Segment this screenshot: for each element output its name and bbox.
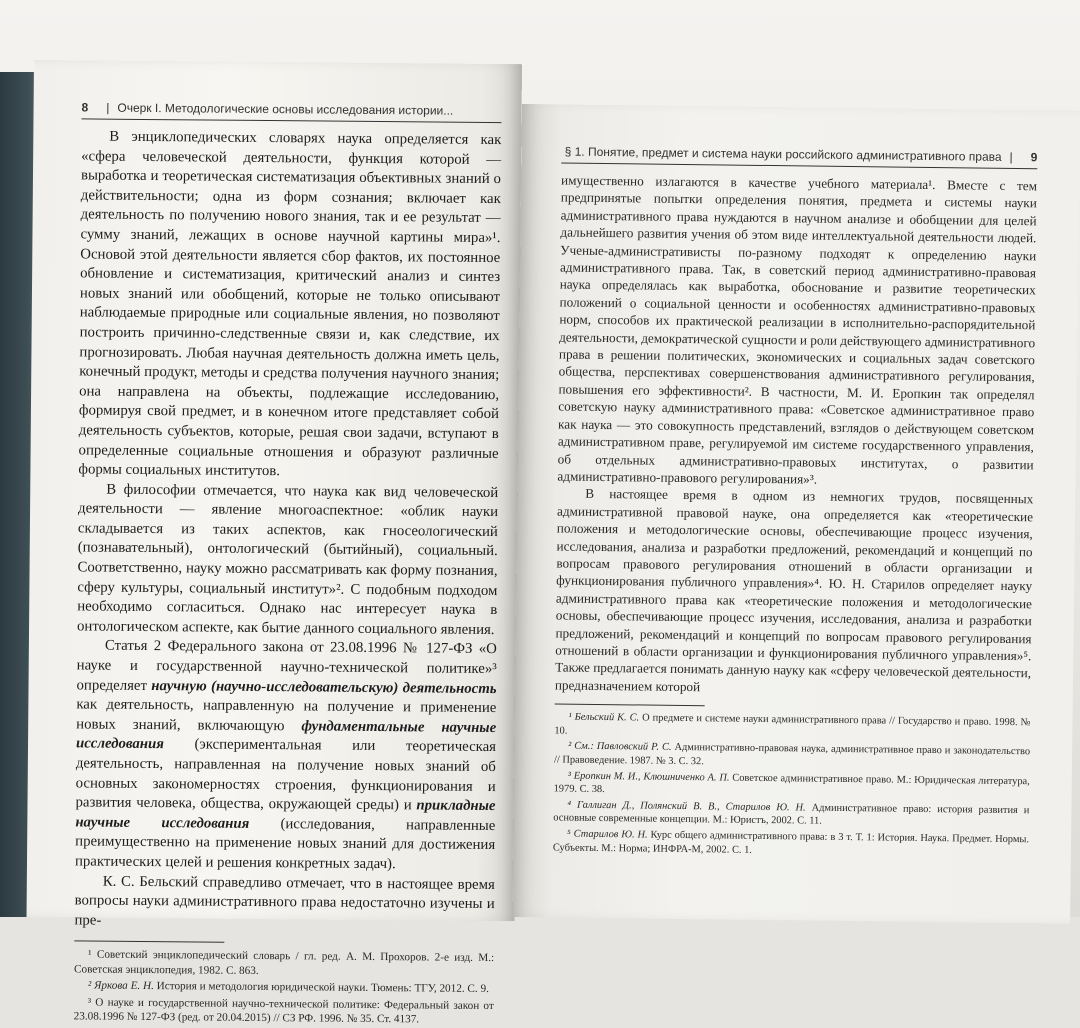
left-header-separator: |: [106, 100, 110, 115]
footnote: [554, 769, 1030, 802]
text-run: имущественно излагаются в качестве учебного материала¹. Вместе с тем предпринятые попытки определения понятия, предмета и системы науки административного права нуждаются в научном анализе и обобщении для целей дальнейшего развития учения об этом виде интеллектуальной деятельности людей. Ученые-административисты по-разному подходят к определению науки административного права. Так, в советский период административно-правовая наука определялась как выработка, обоснование и развитие теоретических положений о социальной ценности и особенностях административно-правовых норм, способов их практической реализации в исполнительно-распорядительной деятельности, демократической сущности и роли действующего административного права в решении политических, экономических и социальных задач советского общества, перспективах совершенствования административного регулирования, повышения его эффективности². В частности, М. И. Еропкин так определял советскую науку административного права: «Советское административное право как наука — это совокупность представлений, взглядов о действующем советском административном праве, регулируемой им системе государственного управления, об отдельных административно-правовых институтах, о развитии административно-правового регулирования»³.: [557, 172, 1038, 487]
paragraph: [77, 480, 498, 640]
footnote-text: Административно-правовая наука, административное право и законодательство // Правоведение. 1987. № 3. С. 32.: [553, 742, 1031, 768]
footnote: [554, 740, 1030, 773]
footnote: [553, 827, 1029, 860]
footnote: [553, 798, 1029, 831]
text-run: В философии отмечается, что наука как вид человеческой деятельности — явление многоаспектное: «облик науки складывается из таких аспектов, как гносеологический (познавательный), онтологический (бытийный), социальный. Соответственно, науку можно рассматривать как форму познания, сферу культуры, социальный институт»². С подобным подходом необходимо согласиться. Однако нас интересует наука в онтологическом аспекте, как бытие данного социального явления.: [76, 481, 499, 638]
text-run: как деятельность, направленную на получение и применение новых знаний, включающую: [76, 696, 497, 735]
left-body-text: [74, 127, 501, 934]
footnote: [554, 711, 1030, 744]
left-running-header: [81, 100, 501, 123]
footnote-author: ¹ Бельский К. С.: [568, 711, 640, 724]
text-run: В настоящее время в одном из немногих трудов, посвященных административной правовой науке, она определяется как «теоретические положения и методологические основы, обеспечивающие процесс изучения, исследования, анализа и разработки предложений, рекомендаций и концепций по вопросам правового регулирования отношений в области организации и функционирования публичного управления»⁴. Ю. Н. Старилов определяет науку административного права как «теоретические положения и методологические основы, обеспечивающие процесс изучения, исследования, анализа и разработки предложений, рекомендаций и концепций по вопросам правового регулирования отношений в области организации и функционирования публичного управления»⁵. Также предлагается понимать данную науку как «сферу человеческой деятельности, предназначением которой: [554, 486, 1034, 695]
footnote-text: История и методология юридической науки. Тюмень: ТГУ, 2012. С. 9.: [153, 980, 489, 996]
right-page: [512, 104, 1080, 924]
emphasized-term: фундаментальные научные исследования: [75, 718, 497, 753]
right-running-header: [561, 144, 1037, 169]
footnote-author: ⁵ Старилов Ю. Н.: [567, 828, 648, 841]
left-page-number: 8: [81, 100, 89, 115]
footnote-text: ³ О науке и государственной научно-технической политике: Федеральный закон от 23.08.1996 № 127-ФЗ (ред. от 20.04.2015) // СЗ РФ. 1996. № 35. Ст. 4137.: [73, 996, 494, 1026]
paragraph: [78, 127, 501, 483]
footnote-author: ² См.: Павловский Р. С.: [568, 740, 672, 754]
paragraph: [74, 872, 494, 934]
emphasized-term: прикладные научные исследования: [75, 797, 496, 832]
right-footnote-rule: [555, 704, 705, 707]
footnote-text: Курс общего административного права: в 3 т. Т. 1: История. Наука. Предмет. Нормы. Субъекты. М.: Норма; ИНФРА-М, 2002. С. 1.: [552, 829, 1030, 856]
text-run: Статья 2 Федерального закона от 23.08.1996 № 127-ФЗ «О науке и государственной научно-технической политике»³ определяет: [76, 638, 497, 694]
left-footnotes: [74, 948, 495, 1028]
paragraph: [557, 171, 1037, 490]
right-header-title: § 1. Понятие, предмет и система науки российского административного права: [564, 144, 1002, 164]
text-run: (экспериментальная или теоретическая деятельность, направленная на получение новых знаний об основных закономерностях строения, функционирования и развития человека, общества, окружающей среды) и: [75, 736, 497, 814]
footnote-author: ⁴ Галлиган Д., Полянский В. В., Старилов Ю. Н.: [567, 799, 806, 814]
right-page-number: 9: [1030, 150, 1038, 165]
text-run: К. С. Бельский справедливо отмечает, что в настоящее время вопросы науки административного права недостаточно изучены и пре-: [74, 873, 495, 929]
right-footnotes: [553, 711, 1031, 861]
paragraph: [75, 637, 497, 876]
footnote: [74, 979, 494, 997]
footnote: [74, 948, 494, 980]
left-header-title: Очерк I. Методологические основы исследования истории...: [117, 100, 454, 118]
footnote-text: О предмете и системе науки административного права // Государство и право. 1998. № 10.: [554, 712, 1031, 737]
footnote-text: Советское административное право. М.: Юридическая литература, 1979. С. 38.: [553, 772, 1030, 796]
text-run: (исследования, направленные преимущественно на применение новых знаний для достижения практических целей и решения конкретных задач).: [74, 815, 496, 873]
paragraph: [555, 485, 1034, 700]
footnote: [74, 995, 494, 1027]
footnote-text: Административное право: история развития и основные современные концепции. М.: Юристъ, 2002. С. 11.: [553, 802, 1030, 828]
right-body-text: [555, 171, 1037, 699]
footnote-text: ¹ Советский энциклопедический словарь / гл. ред. А. М. Прохоров. 2-е изд. М.: Советская энциклопедия, 1982. С. 863.: [74, 948, 495, 977]
left-page: [27, 60, 522, 1026]
text-run: В энциклопедических словарях наука определяется как «сфера человеческой деятельности, функция которой — выработка и теоретическая систематизация объективных знаний о действительности; одна из форм сознания; включает как деятельность по получению нового знания, так и ее результат — сумму знаний, лежащих в основе научной картины мира»¹. Основой этой деятельности является сбор фактов, их постоянное обновление и систематизация, критический анализ и синтез новых знаний или обобщений, которые не только описывают наблюдаемые природные или социальные явления, но позволяют построить причинно-следственные связи и, как следствие, их прогнозировать. Любая научная деятельность должна иметь цель, конечный продукт, методы и средства получения научного знания; она направлена на объекты, подлежащие исследованию, формируя свой предмет, и в конечном итоге представляет собой деятельность субъектов, которые, решая свои задачи, вступают в определенные социальные отношения и образуют различные формы социальных институтов.: [78, 128, 502, 480]
left-footnote-rule: [74, 941, 224, 943]
footnote-author: ² Яркова Е. Н.: [87, 979, 154, 993]
footnote-author: ³ Еропкин М. И., Клюшниченко А. П.: [567, 770, 730, 784]
emphasized-term: научную (научно-исследовательскую) деятельность: [151, 677, 497, 697]
right-header-separator: |: [1009, 149, 1013, 164]
